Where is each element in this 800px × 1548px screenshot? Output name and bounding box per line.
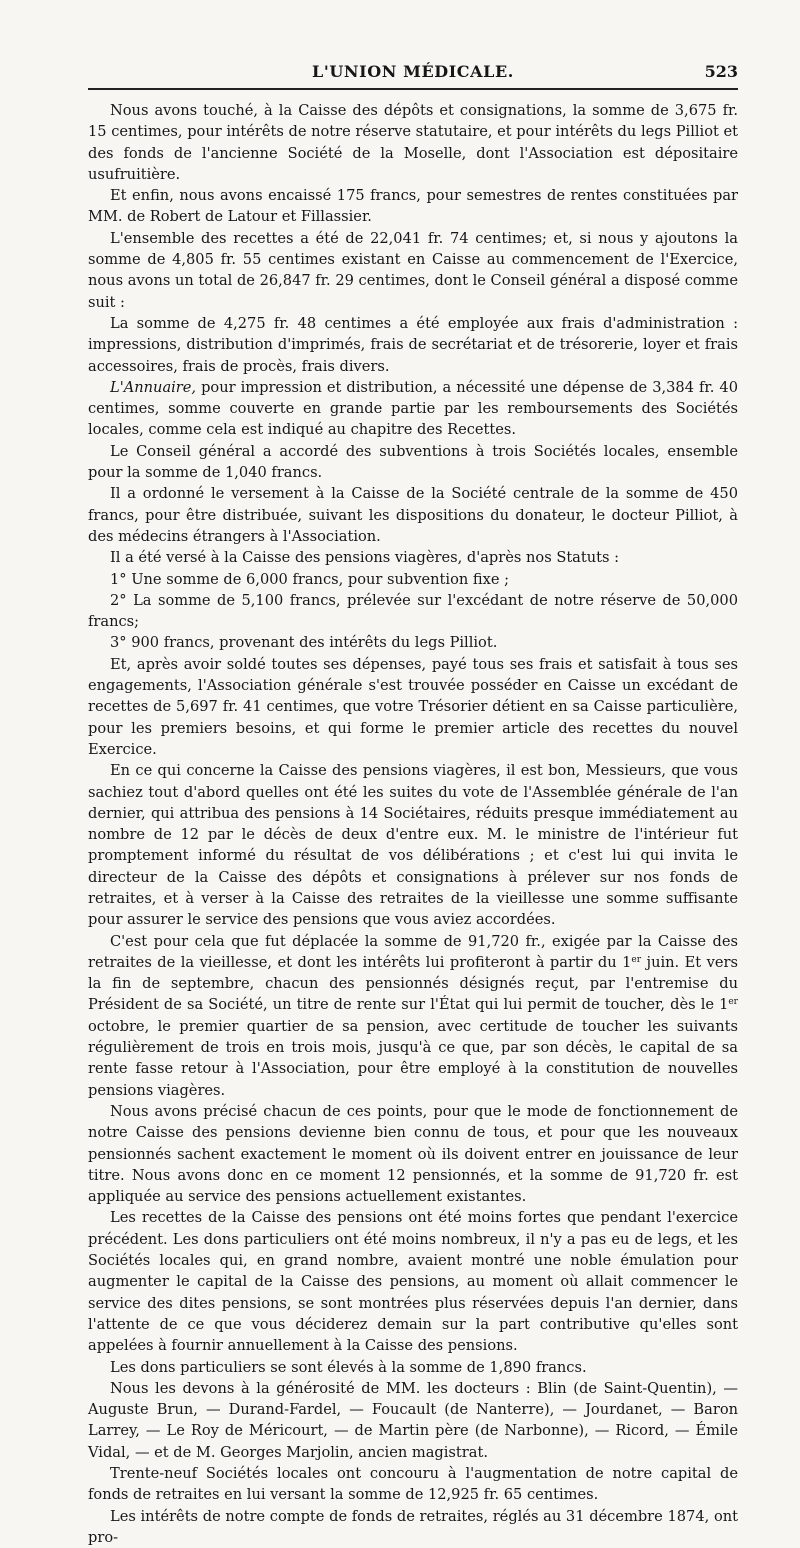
- paragraph: Et enfin, nous avons encaissé 175 francs, pour semestres de rentes constituées par MM. de Robert de Latour et Fillassier.: [88, 187, 738, 226]
- item-text: 900 francs, provenant des intérêts du legs Pilliot.: [131, 634, 498, 652]
- paragraph: Le Conseil général a accordé des subventions à trois Sociétés locales, ensemble pour la somme de 1,040 francs.: [88, 442, 738, 482]
- paragraph: L'ensemble des recettes a été de 22,041 fr. 74 centimes; et, si nous y ajoutons la somme de 4,805 fr. 55 centimes existant en Caisse au commencement de l'Exercice, nous avons un total de 26,847 fr. 29 centimes, dont le Conseil général a disposé comme suit :: [88, 229, 738, 311]
- item-number: 2°: [110, 591, 127, 609]
- text-segment: juin. Et vers la fin de septembre, chacun des pensionnés désignés reçut, par l'entremise du Président de sa Société, un titre de rente sur l'État qui lui permit de toucher, dès le 1: [88, 953, 738, 1014]
- annuaire-title: L'Annuaire,: [110, 378, 197, 396]
- superscript: er: [631, 954, 642, 965]
- page-number: 523: [704, 62, 738, 81]
- paragraph-annuaire: [88, 377, 738, 441]
- body-text: [88, 100, 738, 1548]
- paragraph: Nous les devons à la générosité de MM. les docteurs : Blin (de Saint-Quentin), — Auguste Brun, — Durand-Fardel, — Foucault (de Nanterre), — Jourdanet, — Baron Larrey, — Le Roy de Méricourt, — de Martin père (de Narbonne), — Ricord, — Émile Vidal, — et de M. Georges Marjolin, ancien magistrat.: [88, 1379, 738, 1461]
- text-segment: C'est pour cela que fut déplacée la somme de 91,720 fr., exigée par la Caisse des retraites de la vieillesse, et dont les intérêts lui profiteront à partir du 1: [88, 932, 738, 971]
- annuaire-text: pour impression et distribution, a nécessité une dépense de 3,384 fr. 40 centimes, somme couverte en grande partie par les remboursements des Sociétés locales, comme cela est indiqué au chapitre des Recettes.: [88, 378, 738, 439]
- superscript: er: [728, 997, 738, 1008]
- paragraph: Nous avons précisé chacun de ces points, pour que le mode de fonctionnement de notre Caisse des pensions devienne bien connu de tous, et pour que les nouveaux pensionnés sachent exactement le moment où ils doivent entrer en jouissance de leur titre. Nous avons donc en ce moment 12 pensionnés, et la somme de 91,720 fr. est appliquée au service des pensions actuellement existantes.: [88, 1102, 738, 1206]
- list-item: [88, 590, 738, 633]
- item-text: Une somme de 6,000 francs, pour subvention fixe ;: [131, 570, 510, 588]
- item-number: 1°: [110, 570, 127, 588]
- header-rule: [88, 88, 738, 90]
- item-text: La somme de 5,100 francs, prélevée sur l'excédant de notre réserve de 50,000 francs;: [88, 591, 738, 631]
- paragraph: Trente-neuf Sociétés locales ont concouru à l'augmentation de notre capital de fonds de retraites en lui versant la somme de 12,925 fr. 65 centimes.: [88, 1465, 738, 1504]
- paragraph: Il a été versé à la Caisse des pensions viagères, d'après nos Statuts :: [110, 549, 620, 567]
- paragraph: Les recettes de la Caisse des pensions ont été moins fortes que pendant l'exercice précédent. Les dons particuliers ont été moins nombreux, il n'y a pas eu de legs, et les Sociétés locales qui, en grand nombre, avaient montré une noble émulation pour augmenter le capital de la Caisse des pensions, au moment où allait commencer le service des dites pensions, se sont montrées plus réservées depuis l'an dernier, dans l'attente de ce que vous déciderez demain sur la part contributive qu'elles sont appelées à fournir annuellement à la Caisse des pensions.: [88, 1209, 738, 1355]
- page-header: [88, 62, 738, 86]
- paragraph: Nous avons touché, à la Caisse des dépôts et consignations, la somme de 3,675 fr. 15 centimes, pour intérêts de notre réserve statutaire, et pour intérêts du legs Pilliot et des fonds de l'ancienne Société de la Moselle, dont l'Association est dépositaire usufruitière.: [88, 102, 738, 183]
- running-title: L'UNION MÉDICALE.: [312, 62, 514, 81]
- paragraph: Et, après avoir soldé toutes ses dépenses, payé tous ses frais et satisfait à tous ses engagements, l'Association générale s'est trouvée posséder en Caisse un excédant de recettes de 5,697 fr. 41 centimes, que votre Trésorier détient en sa Caisse particulière, pour les premiers besoins, et qui forme le premier article des recettes du nouvel Exercice.: [88, 655, 738, 758]
- list-item: [88, 632, 738, 653]
- paragraph: En ce qui concerne la Caisse des pensions viagères, il est bon, Messieurs, que vous sachiez tout d'abord quelles ont été les suites du vote de l'Assemblée générale de l'an dernier, qui attribua des pensions à 14 Sociétaires, réduits presque immédiatement au nombre de 12 par le décès de deux d'entre eux. M. le ministre de l'intérieur fut promptement informé du résultat de vos délibérations ; et c'est lui qui invita le directeur de la Caisse des dépôts et consignations à prélever sur nos fonds de retraites, et à verser à la Caisse des retraites de la vieillesse une somme suffisante pour assurer le service des pensions que vous aviez accordées.: [88, 762, 738, 929]
- paragraph-deplacee: [88, 931, 738, 1101]
- paragraph: Les intérêts de notre compte de fonds de retraites, réglés au 31 décembre 1874, ont pro-: [88, 1507, 738, 1546]
- item-number: 3°: [110, 634, 127, 652]
- text-segment: octobre, le premier quartier de sa pension, avec certitude de toucher les suivants régulièrement de trois en trois mois, jusqu'à ce que, par son décès, le capital de sa rente fasse retour à l'Association, pour être employé à la constitution de nouvelles pensions viagères.: [88, 1017, 738, 1099]
- list-item: [88, 569, 738, 590]
- paragraph: La somme de 4,275 fr. 48 centimes a été employée aux frais d'administration : impressions, distribution d'imprimés, frais de secrétariat et de trésorerie, loyer et frais accessoires, frais de procès, frais divers.: [88, 314, 738, 375]
- paragraph: Il a ordonné le versement à la Caisse de la Société centrale de la somme de 450 francs, pour être distribuée, suivant les dispositions du donateur, le docteur Pilliot, à des médecins étrangers à l'Association.: [88, 485, 738, 545]
- paragraph: Les dons particuliers se sont élevés à la somme de 1,890 francs.: [110, 1358, 587, 1376]
